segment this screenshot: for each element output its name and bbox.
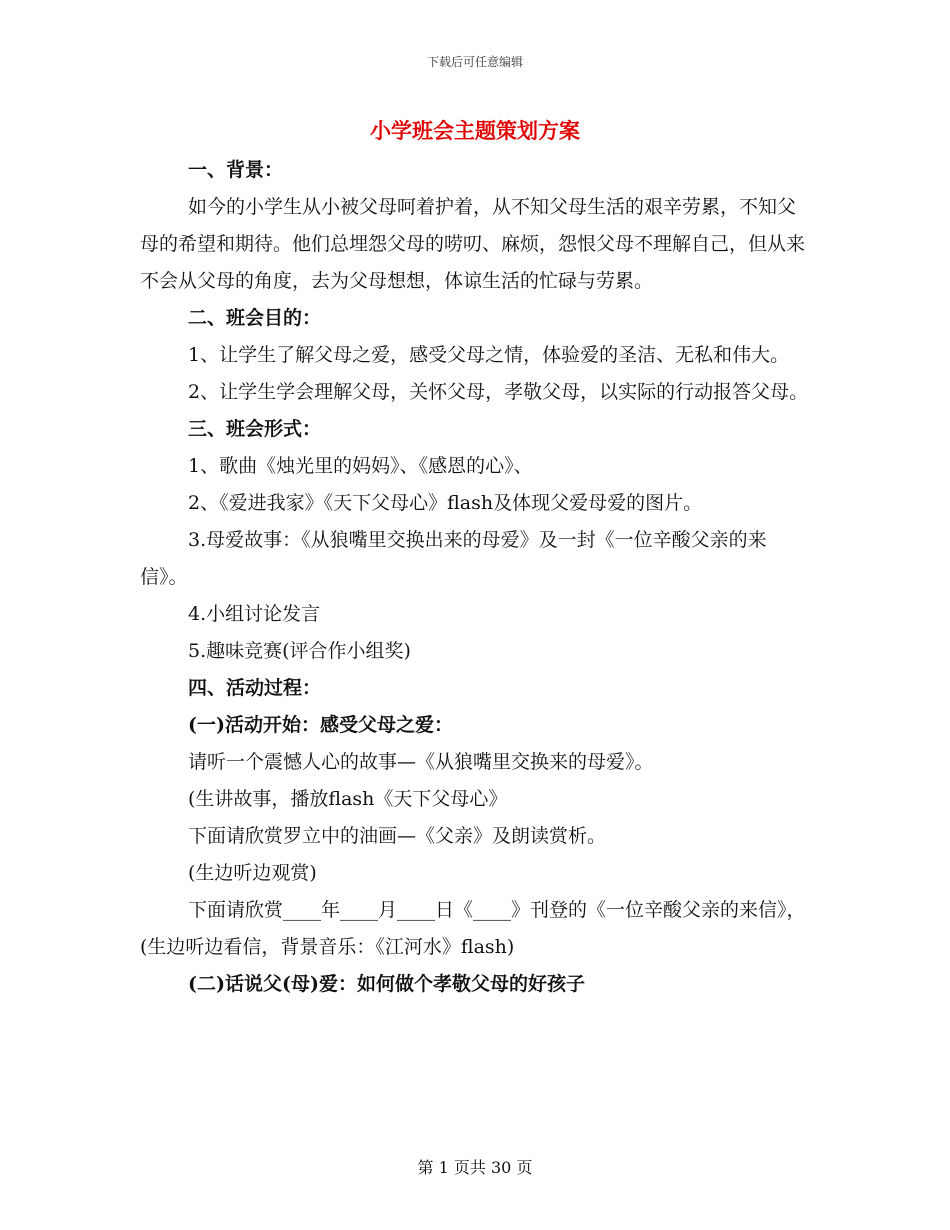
document-body [140,152,812,1003]
subsection-heading-1: (一)活动开始：感受父母之爱： [188,714,453,736]
section-heading-format: 三、班会形式： [188,418,322,440]
paragraph-background: 如今的小学生从小被父母呵着护着，从不知父母生活的艰辛劳累，不知父母的希望和期待。他们总埋怨父母的唠叨、麻烦，怨恨父母不理解自己，但从来不会从父母的角度，去为父母想想，体谅生活的忙碌与劳累。 [140,196,806,292]
paragraph-purpose-1: 1、让学生了解父母之爱，感受父母之情，体验爱的圣洁、无私和伟大。 [188,344,790,366]
paragraph-format-3: 3.母爱故事：《从狼嘴里交换出来的母爱》及一封《一位辛酸父亲的来信》。 [140,529,767,588]
paragraph-format-5: 5.趣味竞赛(评合作小组奖) [188,640,411,662]
section-heading-background: 一、背景： [188,159,284,181]
paragraph-format-1: 1、歌曲《烛光里的妈妈》、《感恩的心》、 [188,455,533,477]
section-heading-purpose: 二、班会目的： [188,307,322,329]
paragraph-format-2: 2、《爱进我家》《天下父母心》flash及体现父爱母爱的图片。 [188,492,703,514]
page-header: 下载后可任意编辑 [426,55,523,69]
paragraph-process-5: 下面请欣赏____年____月____日《____》刊登的《一位辛酸父亲的来信》，(生边听边看信，背景音乐：《江河水》flash) [140,899,806,958]
document-title: 小学班会主题策划方案 [370,118,580,143]
paragraph-process-4: (生边听边观赏) [188,862,317,884]
section-heading-process: 四、活动过程： [188,677,322,699]
paragraph-process-1: 请听一个震憾人心的故事—《从狼嘴里交换来的母爱》。 [188,751,654,773]
page-footer: 第 1 页共 30 页 [417,1158,533,1177]
subsection-heading-2: (二)话说父(母)爱：如何做个孝敬父母的好孩子 [188,973,585,995]
paragraph-format-4: 4.小组讨论发言 [188,603,321,625]
paragraph-purpose-2: 2、让学生学会理解父母，关怀父母，孝敬父母，以实际的行动报答父母。 [188,381,809,403]
paragraph-process-2: (生讲故事，播放flash《天下父母心》 [188,788,508,810]
paragraph-process-3: 下面请欣赏罗立中的油画—《父亲》及朗读赏析。 [188,825,607,847]
